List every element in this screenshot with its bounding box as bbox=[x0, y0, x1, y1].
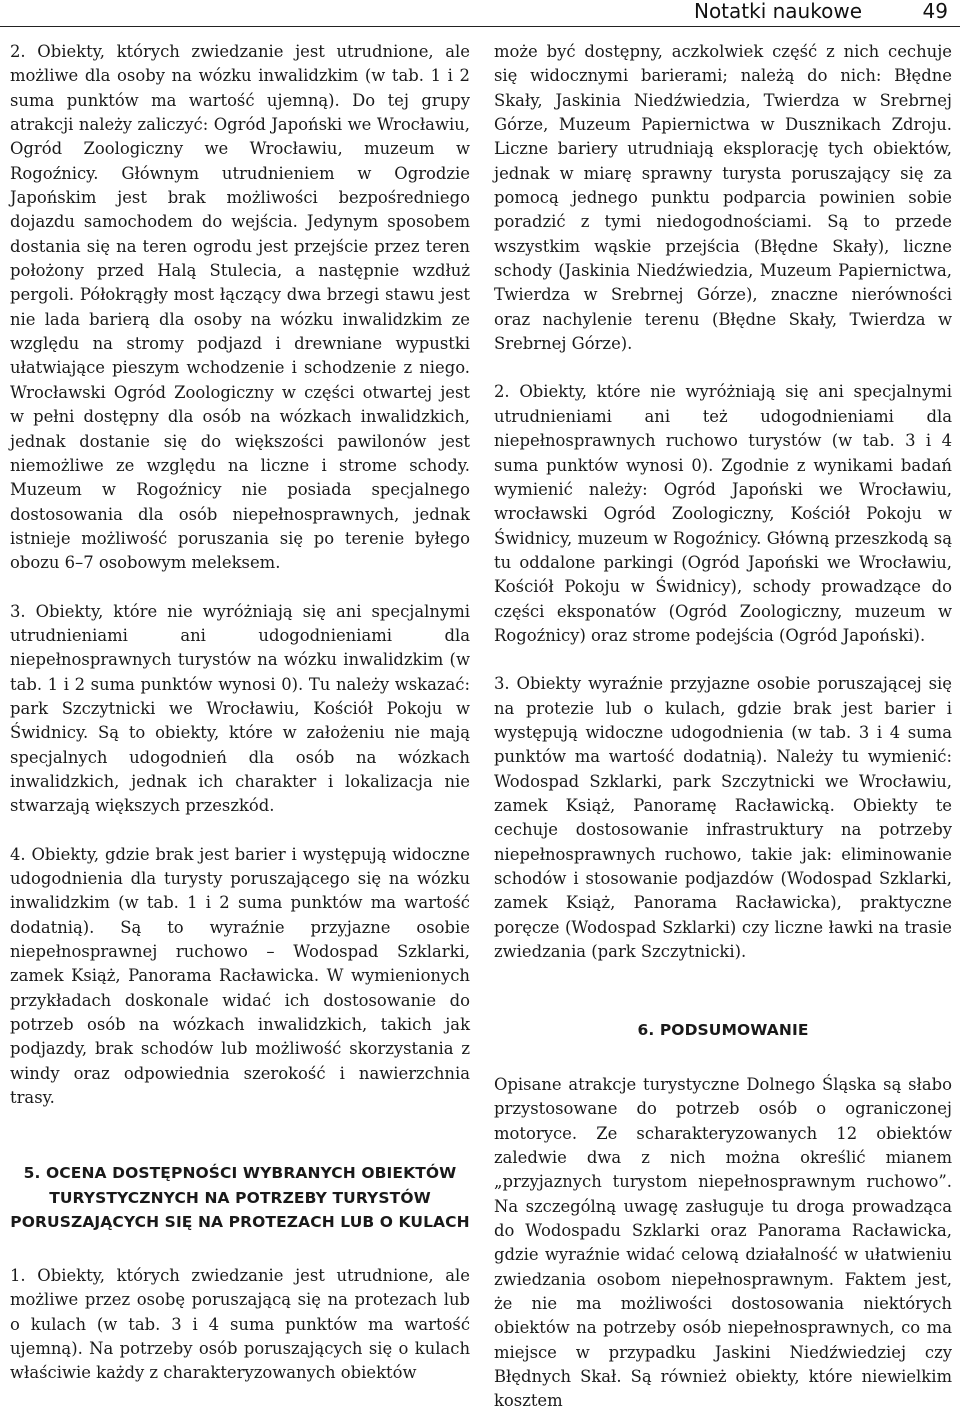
paragraph-wheelchair-category-2: 2. Obiekty, których zwiedzanie jest utrudnione, ale możliwe dla osoby na wózku inwalidzkim (w tab. 1 i 2 suma punktów ma wartość ujemną). Do tej grupy atrakcji należy zaliczyć: Ogród Japoński we Wrocławiu, Ogród Zoologiczny we Wrocławiu, muzeum w Rogoźnicy. Głównym utrudnieniem w Ogrodzie Japońskim jest brak możliwości bezpośredniego dojazdu samochodem do wejścia. Jedynym sposobem dostania się na teren ogrodu jest przejście przez teren położony przed Halą Stulecia, a następnie wzdłuż pergoli. Półokrągły most łączący dwa brzegi stawu jest nie lada barierą dla osoby na wózku inwalidzkim ze względu na stromy podjazd i drewniane wypustki ułatwiające pieszym wchodzenie i schodzenie z niego. Wrocławski Ogród Zoologiczny w części otwartej jest w pełni dostępny dla osób na wózkach inwalidzkich, jednak dostanie się do większości pawilonów jest niemożliwe ze względu na liczne i strome schody. Muzeum w Rogoźnicy nie posiada specjalnego dostosowania dla osób niepełnosprawnych, jednak istnieje możliwość poruszania się po terenie byłego obozu 6–7 osobowym meleksem. bbox=[10, 42, 470, 573]
section-5-heading: 5. OCENA DOSTĘPNOŚCI WYBRANYCH OBIEKTÓW TURYSTYCZNYCH NA POTRZEBY TURYSTÓW PORUSZAJĄCYCH SIĘ NA PROTEZACH LUB O KULACH bbox=[10, 1164, 470, 1232]
paragraph-crutches-category-1: 1. Obiekty, których zwiedzanie jest utrudnione, ale możliwe przez osobę poruszającą się na protezach lub o kulach (w tab. 3 i 4 suma punktów ma wartość ujemną). Na potrzeby osób poruszających się o kulach właściwie każdy z charakteryzowanych obiektów bbox=[10, 1265, 470, 1383]
paragraph-crutches-category-1-continued: może być dostępny, aczkolwiek część z nich cechuje się widocznymi barierami; należą do nich: Błędne Skały, Jaskinia Niedźwiedzia, Twierdza w Srebrnej Górze, Muzeum Papiernictwa w Dusznikach Zdroju. Liczne bariery utrudniają eksplorację tych obiektów, jednak w miarę sprawny turysta poruszający się za pomocą jednego punktu podparcia powinien sobie poradzić z tymi niedogodnościami. Są to przede wszystkim wąskie przejścia (Błędne Skały), liczne schody (Jaskinia Niedźwiedzia, Muzeum Papiernictwa, Twierdza w Srebrnej Górze), znaczne nierówności oraz nachylenie terenu (Błędne Skały, Twierdza w Srebrnej Górze). bbox=[494, 42, 952, 354]
paragraph-summary: Opisane atrakcje turystyczne Dolnego Śląska są słabo przystosowane do potrzeb osób o ograniczonej motoryce. Ze scharakteryzowanych 12 obiektów zaledwie dwa z nich można określić mianem „przyjaznych turystom niepełnosprawnym ruchowo”. Na szczególną uwagę zasługuje tu droga prowadząca do Wodospadu Szklarki oraz Panorama Racławicka, gdzie wyraźnie widać celową działalność w ułatwieniu zwiedzania osobom niepełnosprawnym. Faktem jest, że nie ma możliwości dostosowania niektórych obiektów na potrzeby osób niepełnosprawnych, co ma miejsce w przypadku Jaskini Niedźwiedziej czy Błędnych Skał. Są również obiekty, które niewielkim kosztem bbox=[494, 1074, 952, 1411]
section-6-heading: 6. PODSUMOWANIE bbox=[637, 1021, 809, 1040]
journal-section-title: Notatki naukowe bbox=[693, 0, 862, 23]
paragraph-crutches-category-2: 2. Obiekty, które nie wyróżniają się ani specjalnymi utrudnieniami ani też udogodnieniami dla niepełnosprawnych ruchowo turystów (w tab. 3 i 4 suma punktów wynosi 0). Zgodnie z wynikami badań wymienić należy: Ogród Japoński we Wrocławiu, wrocławski Ogród Zoologiczny, Kościół Pokoju w Świdnicy, muzeum w Rogoźnicy. Główną przeszkodą są tu oddalone parkingi (Ogród Japoński we Wrocławiu, Kościół Pokoju w Świdnicy), schody prowadzące do części eksponatów (Ogród Zoologiczny, muzeum w Rogoźnicy) oraz strome podejścia (Ogród Japoński). bbox=[494, 382, 952, 645]
paragraph-crutches-category-3: 3. Obiekty wyraźnie przyjazne osobie poruszającej się na protezie lub o kulach, gdzie brak jest barier i występują widoczne udogodnienia (w tab. 3 i 4 suma punktów ma wartość dodatnią). Należy tu wymienić: Wodospad Szklarki, park Szczytnicki we Wrocławiu, zamek Książ, Panoramę Racławicką. Obiekty te cechuje dostosowanie infrastruktury na potrzeby niepełnosprawnych ruchowo, takie jak: eliminowanie schodów i stosowanie podjazdów (Wodospad Szklarki, zamek Książ, Panorama Racławicka), praktyczne poręcze (Wodospad Szklarki) czy liczne ławki na trasie zwiedzania (park Szczytnicki). bbox=[494, 674, 952, 962]
left-column bbox=[10, 40, 470, 1386]
running-header bbox=[0, 0, 960, 27]
paragraph-wheelchair-category-3: 3. Obiekty, które nie wyróżniają się ani specjalnymi utrudnieniami ani udogodnieniami dla niepełnosprawnych turystów na wózku inwalidzkim (w tab. 1 i 2 suma punktów wynosi 0). Tu należy wskazać: park Szczytnicki we Wrocławiu, Kościół Pokoju w Świdnicy. Są to obiekty, które w założeniu nie mają specjalnych udogodnień dla osób na wózkach inwalidzkich, jednak ich charakter i lokalizacja nie stwarzają większych przeszkód. bbox=[10, 601, 470, 816]
right-column bbox=[494, 40, 952, 1414]
page-number: 49 bbox=[922, 0, 948, 23]
paragraph-wheelchair-category-4: 4. Obiekty, gdzie brak jest barier i występują widoczne udogodnienia dla turysty poruszającego się na wózku inwalidzkim (w tab. 1 i 2 suma punktów ma wartość dodatnią). Są to wyraźnie przyjazne osobie niepełnosprawnej ruchowo – Wodospad Szklarki, zamek Książ, Panorama Racławicka. W wymienionych przykładach doskonale widać ich dostosowanie do potrzeb osób na wózkach inwalidzkich, takich jak podjazdy, brak schodów lub możliwość skorzystania z windy oraz odpowiednia szerokość i nawierzchnia trasy. bbox=[10, 844, 470, 1108]
